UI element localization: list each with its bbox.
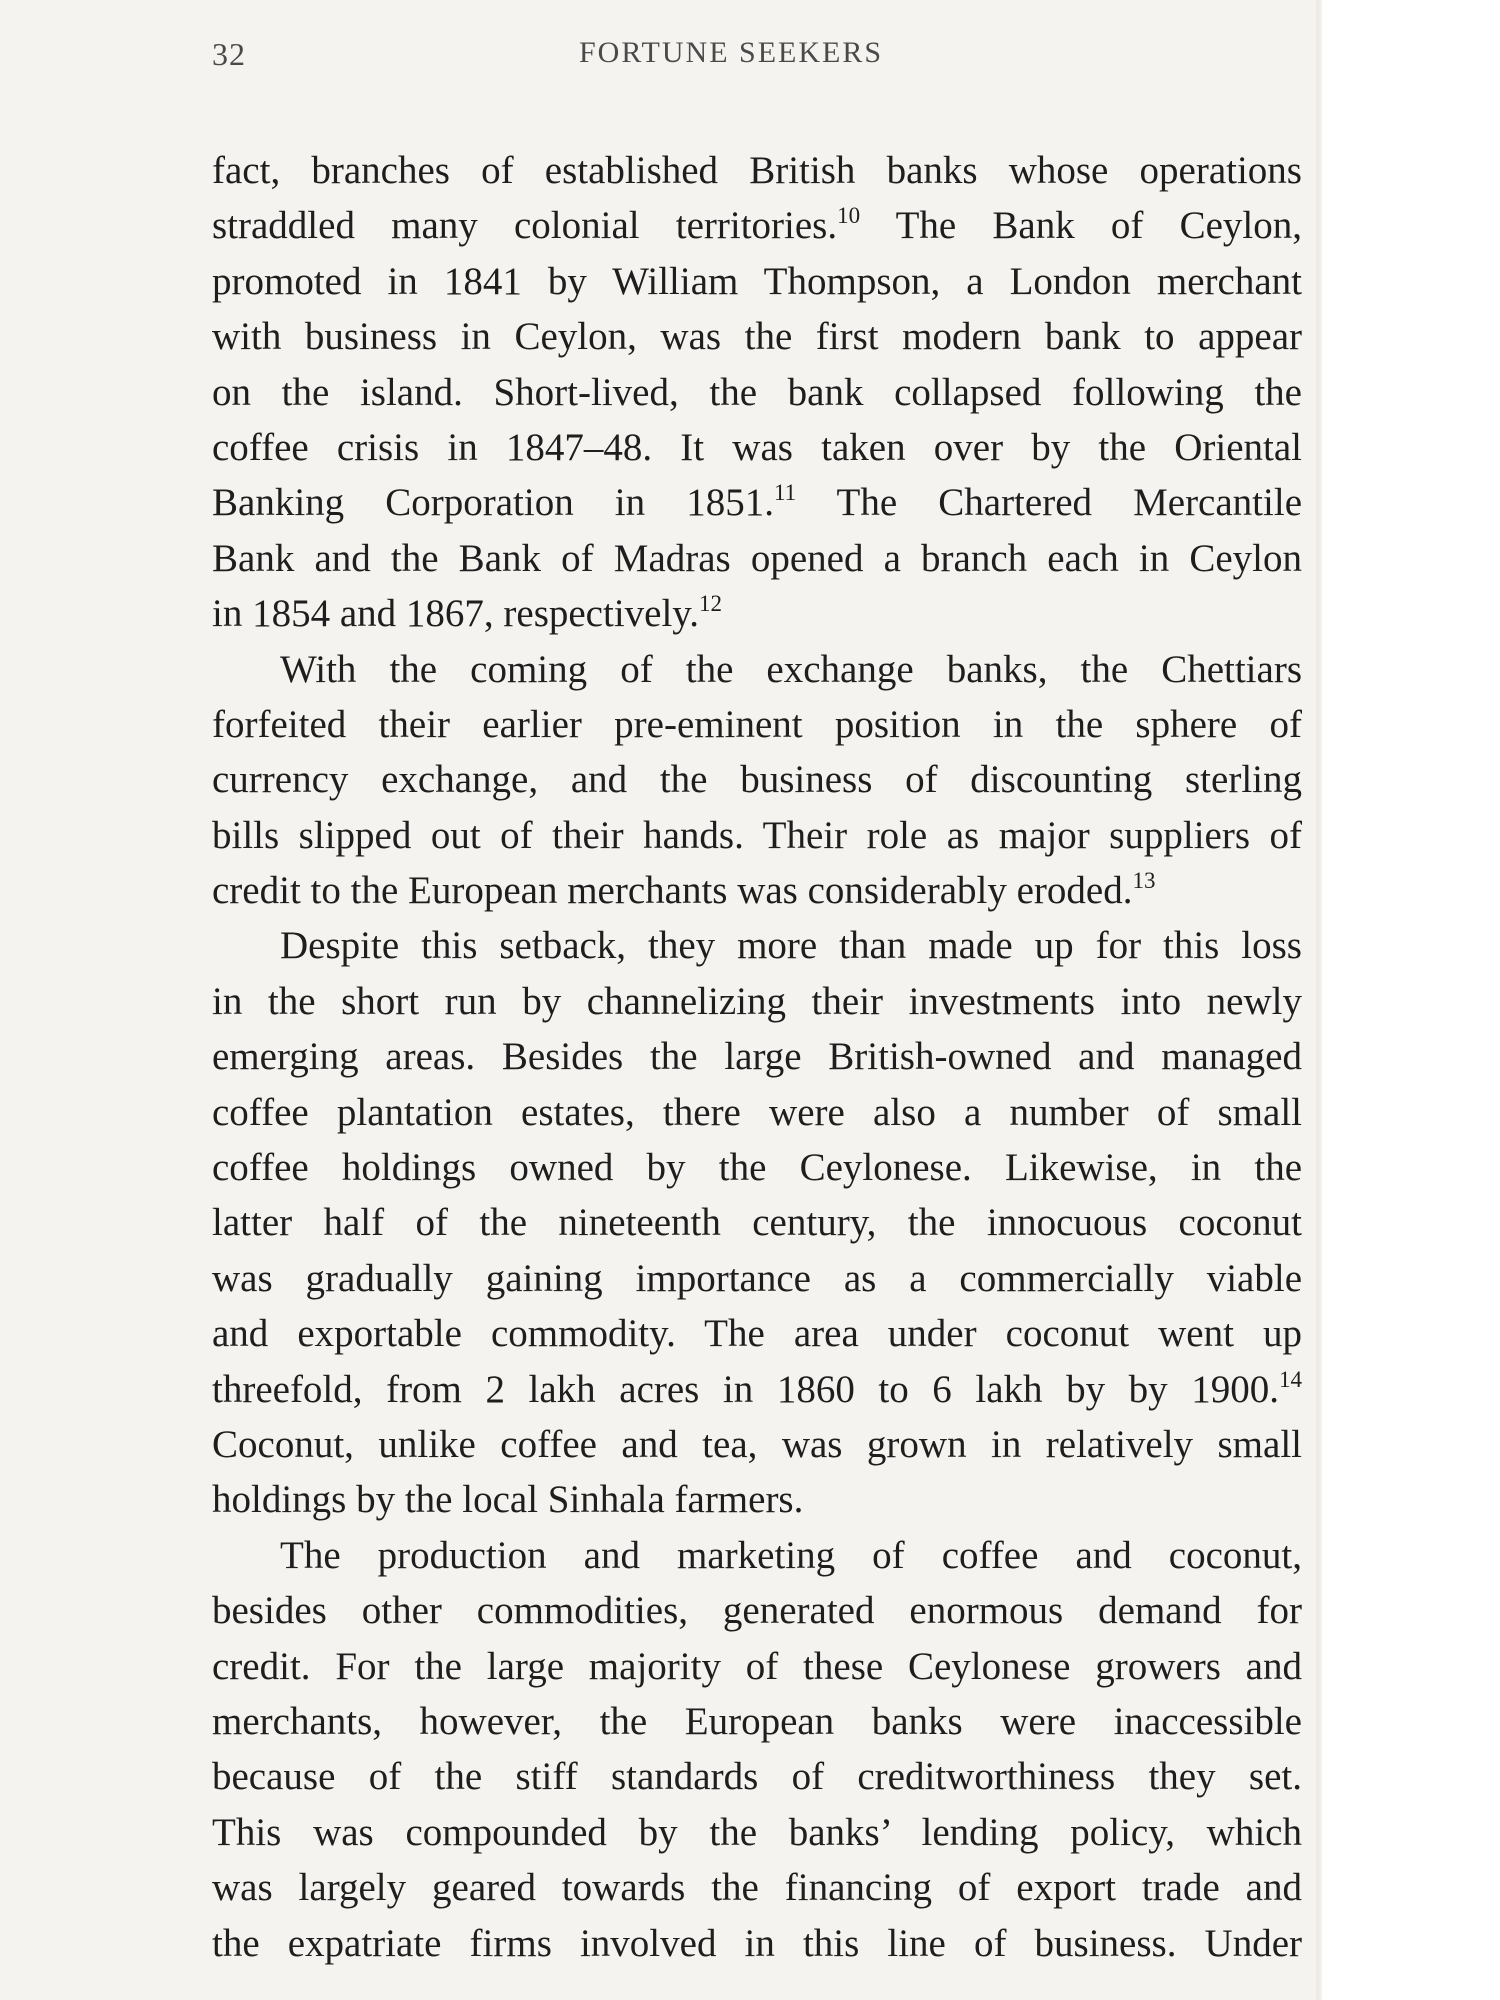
text-line — [212, 1029, 1302, 1084]
line-text: besides other commodities, generated enormous demand for — [212, 1589, 1302, 1633]
line-text: the expatriate firms involved in this line of business. Under — [212, 1921, 1302, 1965]
line-text: in 1854 and 1867, respectively. — [212, 592, 700, 636]
line-text: holdings by the local Sinhala farmers. — [212, 1478, 804, 1522]
text-line — [212, 1916, 1302, 1971]
line-text: Despite this setback, they more than made up for this loss — [280, 924, 1302, 968]
text-line — [212, 808, 1302, 863]
line-text: merchants, however, the European banks were inaccessible — [212, 1699, 1302, 1743]
line-text: credit. For the large majority of these Ceylonese growers and — [212, 1644, 1302, 1688]
running-header — [212, 36, 1302, 76]
text-line — [212, 1805, 1302, 1860]
text-line — [212, 254, 1302, 309]
text-line — [212, 863, 1302, 918]
text-line — [212, 1195, 1302, 1250]
line-text: straddled many colonial territories. — [212, 204, 838, 248]
text-line — [212, 1860, 1302, 1915]
text-line — [212, 365, 1302, 420]
text-line — [212, 586, 1302, 641]
text-line — [212, 918, 1302, 973]
text-line — [212, 1639, 1302, 1694]
line-text: The production and marketing of coffee and coconut, — [280, 1533, 1302, 1577]
text-line — [212, 1528, 1302, 1583]
line-text: latter half of the nineteenth century, the innocuous coconut — [212, 1201, 1302, 1245]
line-text: Banking Corporation in 1851. — [212, 481, 774, 525]
footnote-marker: 12 — [699, 591, 723, 617]
line-text: coffee crisis in 1847–48. It was taken over by the Oriental — [212, 425, 1302, 469]
footnote-marker: 13 — [1132, 868, 1156, 894]
text-line — [212, 1749, 1302, 1804]
line-text: and exportable commodity. The area under coconut went up — [212, 1312, 1302, 1356]
text-line — [212, 1362, 1302, 1417]
line-text: forfeited their earlier pre-eminent position in the sphere of — [212, 702, 1302, 746]
text-line — [212, 642, 1302, 697]
line-text: with business in Ceylon, was the first modern bank to appear — [212, 315, 1302, 359]
text-line — [212, 752, 1302, 807]
line-text: coffee holdings owned by the Ceylonese. Likewise, in the — [212, 1146, 1302, 1190]
text-line — [212, 1694, 1302, 1749]
line-text: promoted in 1841 by William Thompson, a London merchant — [212, 259, 1302, 303]
line-text: threefold, from 2 lakh acres in 1860 to 6 lakh by by 1900. — [212, 1367, 1279, 1411]
line-text: on the island. Short-lived, the bank collapsed following the — [212, 370, 1302, 414]
text-line — [212, 1251, 1302, 1306]
footnote-marker: 10 — [837, 203, 861, 229]
text-line — [212, 475, 1302, 530]
line-text-after-footnote: The Bank of Ceylon, — [860, 204, 1302, 248]
line-text: coffee plantation estates, there were also a number of small — [212, 1090, 1302, 1134]
text-line — [212, 1472, 1302, 1527]
body-text — [212, 143, 1302, 1971]
line-text-after-footnote: The Chartered Mercantile — [796, 481, 1302, 525]
text-line — [212, 697, 1302, 752]
line-text: bills slipped out of their hands. Their role as major suppliers of — [212, 813, 1302, 857]
line-text: was largely geared towards the financing of export trade and — [212, 1866, 1302, 1910]
line-text: because of the stiff standards of creditworthiness they set. — [212, 1755, 1302, 1799]
text-line — [212, 1583, 1302, 1638]
page-edge-shadow — [1316, 0, 1322, 2000]
text-line — [212, 1085, 1302, 1140]
footnote-marker: 11 — [773, 480, 797, 506]
line-text: Coconut, unlike coffee and tea, was grown in relatively small — [212, 1422, 1302, 1466]
line-text: emerging areas. Besides the large British-owned and managed — [212, 1035, 1302, 1079]
text-line — [212, 1306, 1302, 1361]
page-number: 32 — [212, 36, 246, 72]
footnote-marker: 14 — [1279, 1366, 1302, 1392]
line-text: With the coming of the exchange banks, the Chettiars — [280, 647, 1302, 691]
text-line — [212, 974, 1302, 1029]
line-text: currency exchange, and the business of discounting sterling — [212, 758, 1302, 802]
running-title: FORTUNE SEEKERS — [579, 36, 884, 69]
text-line — [212, 198, 1302, 253]
line-text: in the short run by channelizing their investments into newly — [212, 979, 1302, 1023]
line-text: was gradually gaining importance as a commercially viable — [212, 1256, 1302, 1300]
text-line — [212, 531, 1302, 586]
text-line — [212, 1417, 1302, 1472]
line-text: This was compounded by the banks’ lending policy, which — [212, 1810, 1302, 1854]
line-text: Bank and the Bank of Madras opened a branch each in Ceylon — [212, 536, 1302, 580]
text-line — [212, 309, 1302, 364]
line-text: fact, branches of established British banks whose operations — [212, 149, 1302, 192]
text-line — [212, 420, 1302, 475]
text-line — [212, 143, 1302, 198]
line-text: credit to the European merchants was considerably eroded. — [212, 869, 1133, 913]
text-line — [212, 1140, 1302, 1195]
